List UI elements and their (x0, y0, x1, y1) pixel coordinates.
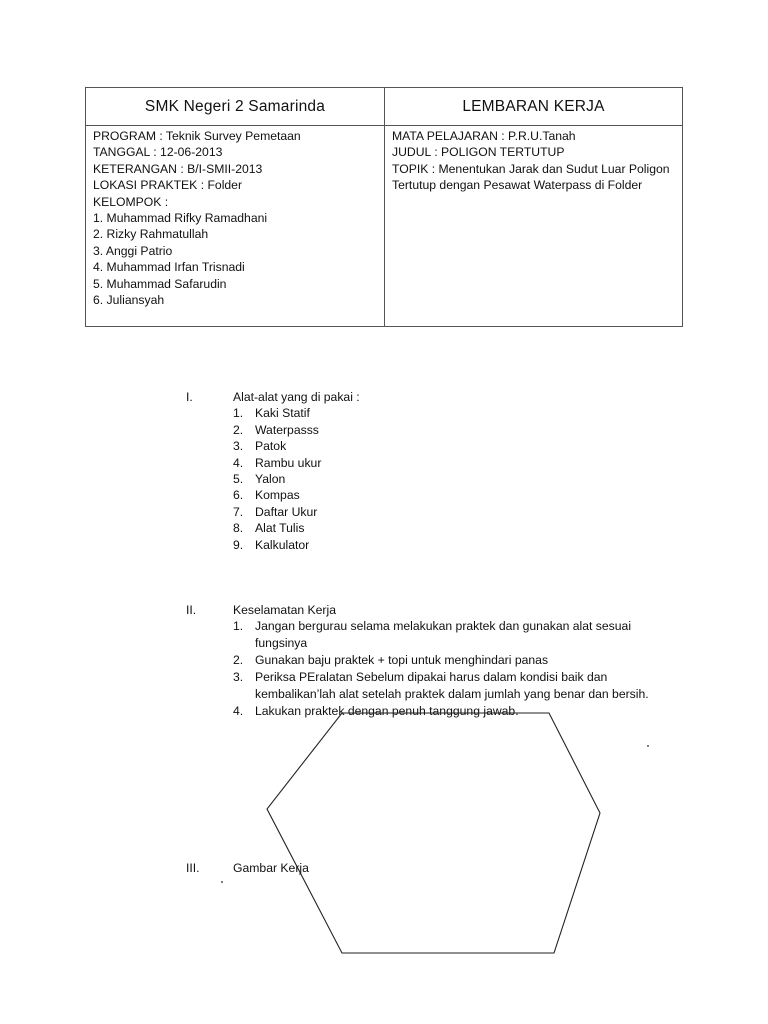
section-number: III. (186, 861, 200, 875)
item-text: Alat Tulis (255, 521, 305, 536)
item-text: Periksa PEralatan Sebelum dipakai harus dalam kondisi baik dan kembalikan’lah alat setelah praktek dalam jumlah yang benar dan bersih. (255, 670, 649, 702)
document-type-title: LEMBARAN KERJA (385, 88, 683, 126)
group-label: KELOMPOK : (93, 194, 169, 209)
item-text: Jangan bergurau selama melakukan praktek dan gunakan alat sesuai fungsinya (255, 619, 632, 651)
item-text: Daftar Ukur (255, 504, 318, 519)
date-line: TANGGAL : 12-06-2013 (93, 145, 223, 160)
group-member: 6. Juliansyah (93, 293, 165, 308)
item-number: 3. (233, 439, 244, 454)
group-member: 2. Rizky Rahmatullah (93, 227, 209, 242)
program-line: PROGRAM : Teknik Survey Pemetaan (93, 129, 301, 143)
item-number: 1. (233, 406, 244, 421)
item-number: 1. (233, 619, 244, 634)
item-text: Kaki Statif (255, 406, 310, 421)
polygon-outline (267, 713, 600, 953)
location-line: LOKASI PRAKTEK : Folder (93, 178, 243, 193)
stray-mark (647, 745, 649, 747)
section-number: I. (186, 390, 193, 404)
item-number: 2. (233, 422, 244, 437)
section-title: Gambar Kerja (233, 861, 309, 875)
item-text: Kompas (255, 488, 300, 503)
group-member: 4. Muhammad Irfan Trisnadi (93, 260, 245, 275)
item-text: Waterpasss (255, 422, 319, 437)
item-text: Gunakan baju praktek + topi untuk menghindari panas (255, 653, 549, 668)
item-text: Rambu ukur (255, 455, 322, 470)
item-text: Lakukan praktek dengan penuh tanggung jawab. (255, 704, 519, 719)
item-number: 8. (233, 521, 244, 536)
group-member: 3. Anggi Patrio (93, 243, 173, 258)
item-number: 5. (233, 472, 244, 487)
stray-mark (221, 881, 223, 883)
item-number: 4. (233, 455, 244, 470)
group-member: 5. Muhammad Safarudin (93, 276, 227, 291)
item-number: 9. (233, 537, 244, 552)
school-name: SMK Negeri 2 Samarinda (86, 88, 385, 126)
title-line: JUDUL : POLIGON TERTUTUP (392, 145, 565, 160)
item-text: Patok (255, 439, 287, 454)
item-number: 6. (233, 488, 244, 503)
item-number: 3. (233, 670, 244, 685)
item-number: 7. (233, 504, 244, 519)
section-number: II. (186, 603, 197, 617)
item-text: Yalon (255, 472, 286, 487)
item-number: 4. (233, 704, 244, 719)
topic-line: TOPIK : Menentukan Jarak dan Sudut Luar Poligon Tertutup dengan Pesawat Waterpass di Folder (392, 161, 670, 193)
group-member: 1. Muhammad Rifky Ramadhani (93, 211, 268, 226)
note-line: KETERANGAN : B/I-SMII-2013 (93, 161, 263, 176)
section-title: Alat-alat yang di pakai : (233, 390, 360, 404)
section-title: Keselamatan Kerja (233, 603, 336, 617)
item-text: Kalkulator (255, 537, 310, 552)
subject-line: MATA PELAJARAN : P.R.U.Tanah (392, 129, 576, 143)
item-number: 2. (233, 653, 244, 668)
